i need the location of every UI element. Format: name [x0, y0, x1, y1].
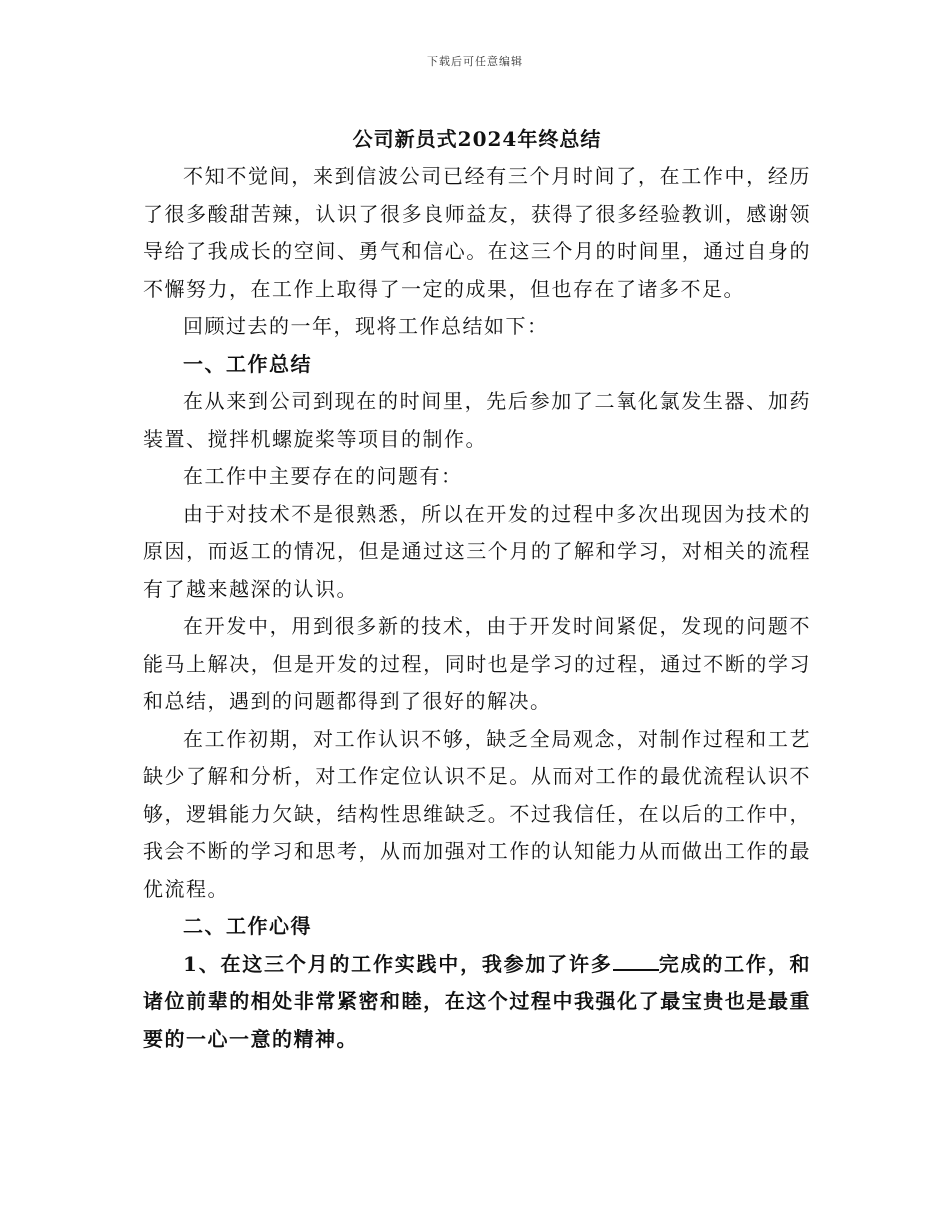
paragraph-intro: 不知不觉间，来到信波公司已经有三个月时间了，在工作中，经历了很多酸甜苦辣，认识了很多良师益友，获得了很多经验教训，感谢领导给了我成长的空间、勇气和信心。在这三个月的时间里，通过自身的不懈努力，在工作上取得了一定的成果，但也存在了诸多不足。: [143, 164, 811, 301]
paragraph-problem-technique: 由于对技术不是很熟悉，所以在开发的过程中多次出现因为技术的原因，而返工的情况，但是通过这三个月的了解和学习，对相关的流程有了越来越深的认识。: [143, 501, 811, 601]
fill-in-blank: [613, 949, 659, 971]
paragraph-problem-new-tech: 在开发中，用到很多新的技术，由于开发时间紧促，发现的问题不能马上解决，但是开发的过程，同时也是学习的过程，通过不断的学习和总结，遇到的问题都得到了很好的解决。: [143, 614, 811, 713]
document-title: 公司新员式2024年终总结: [352, 127, 602, 151]
paragraph-review: 回顾过去的一年，现将工作总结如下：: [183, 314, 549, 338]
insight-1-text-end: 完成的工作，和诸位前辈的相处非常紧密和睦，在这个过程中我强化了最宝贵也是最重要的一心一意的精神。: [143, 951, 811, 1051]
paragraph-problems-intro: 在工作中主要存在的问题有：: [183, 464, 463, 488]
paragraph-projects: 在从来到公司到现在的时间里，先后参加了二氧化氯发生器、加药装置、搅拌机螺旋桨等项目的制作。: [143, 389, 811, 451]
section-heading-work-summary: 一、工作总结: [183, 351, 312, 376]
insight-1-text-start: 1、在这三个月的工作实践中，我参加了许多: [183, 951, 613, 976]
header-note: 下载后可任意编辑: [427, 55, 523, 68]
paragraph-insight-1: [143, 946, 811, 1059]
paragraph-problem-early-stage: 在工作初期，对工作认识不够，缺乏全局观念，对制作过程和工艺缺少了解和分析，对工作定位认识不足。从而对工作的最优流程认识不够，逻辑能力欠缺，结构性思维缺乏。不过我信任，在以后的工作中，我会不断的学习和思考，从而加强对工作的认知能力从而做出工作的最优流程。: [143, 726, 811, 901]
document-body: [143, 122, 811, 1058]
section-heading-work-insights: 二、工作心得: [183, 914, 312, 938]
